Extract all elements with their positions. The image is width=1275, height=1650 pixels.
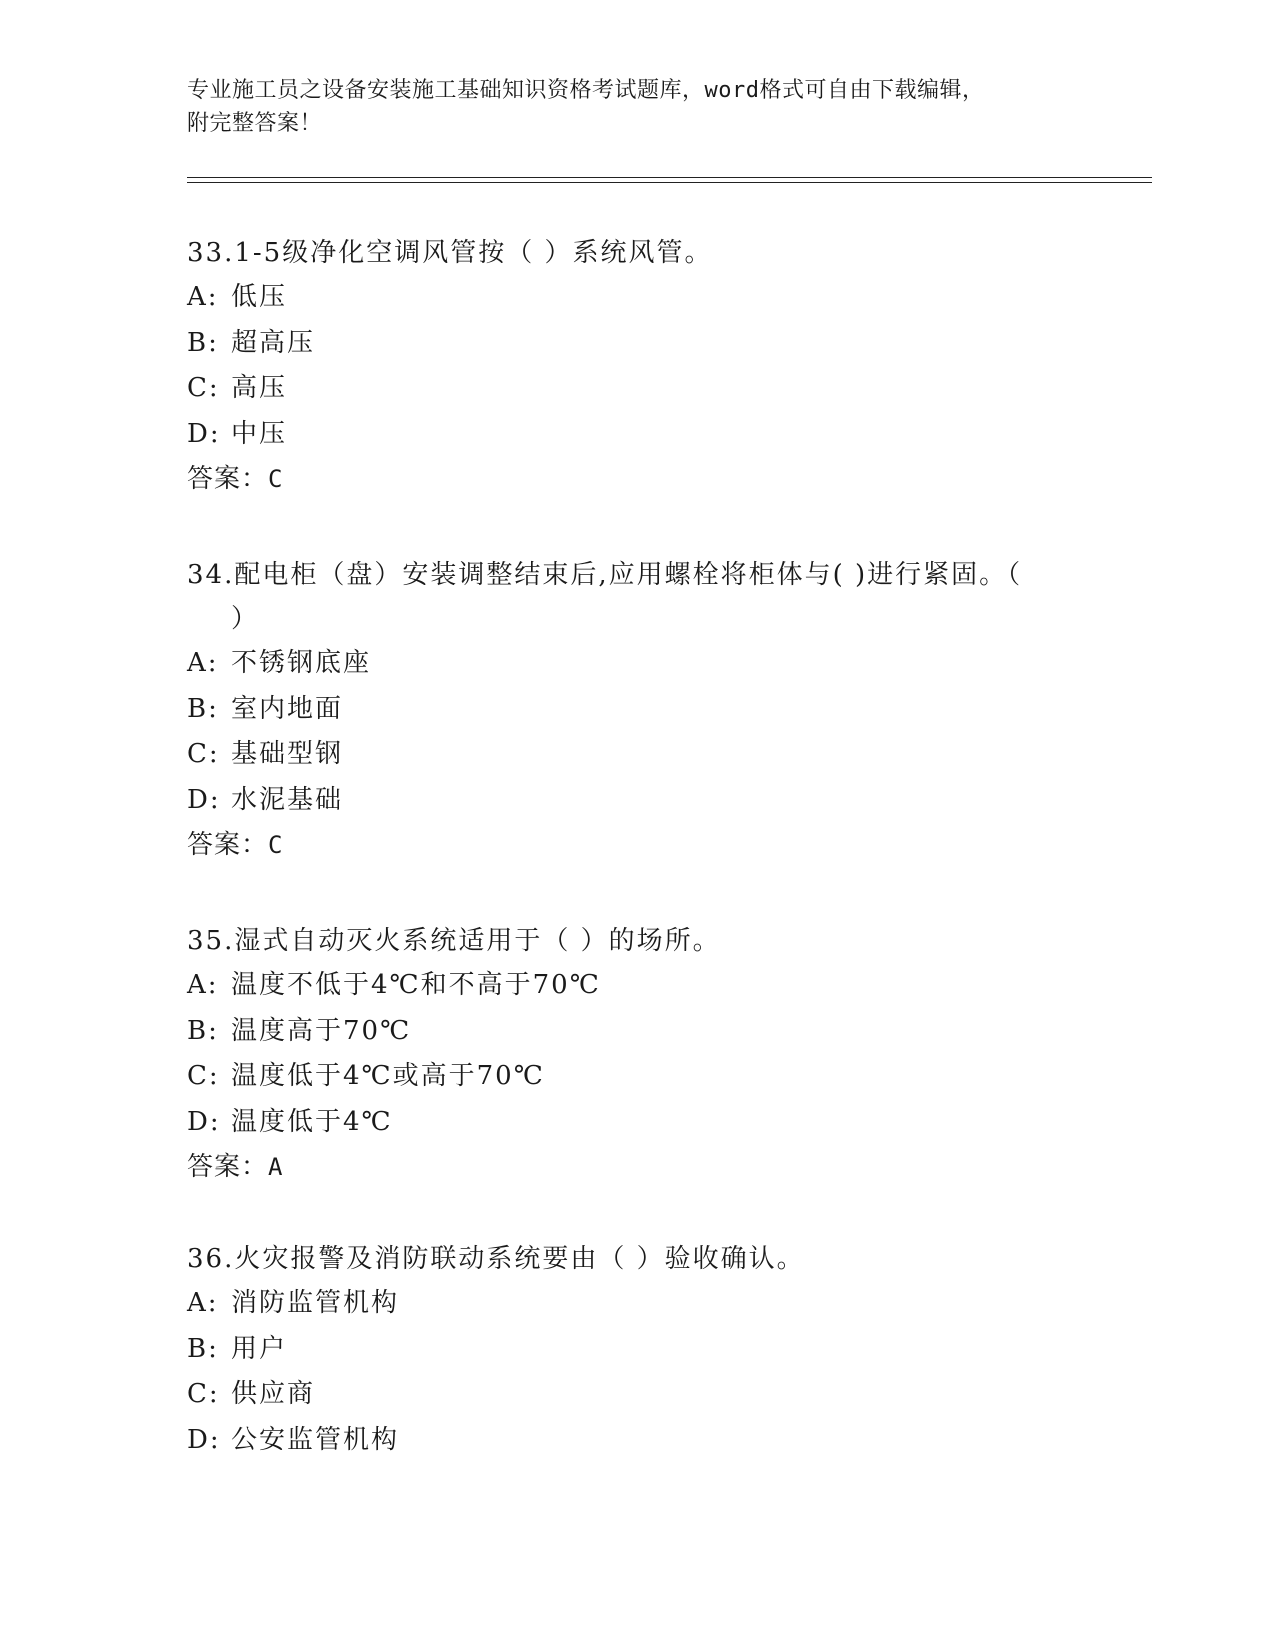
option-text: 低压 (231, 282, 288, 312)
option-d (187, 412, 1087, 458)
header-divider-bottom (187, 182, 1152, 183)
option-b (187, 687, 1087, 733)
option-d (187, 778, 1087, 824)
option-b (187, 1009, 1087, 1055)
answer-label: 答案： (187, 1152, 269, 1182)
answer-label: 答案： (187, 830, 269, 860)
question-stem (187, 1237, 1087, 1281)
option-a (187, 963, 1087, 1009)
option-key: B: (187, 1015, 219, 1046)
option-c (187, 732, 1087, 778)
answer-label: 答案： (187, 464, 269, 494)
option-text: 超高压 (231, 327, 316, 358)
option-text: 公安监管机构 (231, 1424, 400, 1455)
question-35 (187, 919, 1087, 1191)
option-c (187, 366, 1087, 412)
option-d (187, 1418, 1087, 1464)
question-stem-text: 35.湿式自动灭火系统适用于（ ）的场所。 (187, 926, 721, 956)
answer-line (187, 457, 1087, 503)
question-36 (187, 1237, 1087, 1463)
question-stem (187, 919, 1087, 963)
option-key: D: (187, 418, 221, 449)
answer-value: C (268, 465, 284, 493)
option-key: C: (187, 739, 220, 769)
option-key: B: (187, 693, 219, 724)
option-key: A: (187, 1288, 219, 1318)
header-line-2: 附完整答案！ (187, 111, 323, 136)
question-34 (187, 553, 1087, 869)
option-c (187, 1054, 1087, 1100)
option-a (187, 641, 1087, 687)
option-text: 基础型钢 (231, 739, 344, 769)
option-text: 温度低于4℃或高于70℃ (231, 1061, 545, 1091)
option-text: 供应商 (231, 1379, 316, 1409)
option-key: C: (187, 373, 220, 403)
option-key: D: (187, 1106, 221, 1137)
option-c (187, 1372, 1087, 1418)
question-stem (187, 553, 1087, 641)
option-text: 温度不低于4℃和不高于70℃ (231, 970, 601, 1000)
option-text: 水泥基础 (231, 784, 344, 815)
header-line-1: 专业施工员之设备安装施工基础知识资格考试题库，word格式可自由下载编辑， (187, 78, 985, 103)
option-key: A: (187, 282, 219, 312)
question-stem-text: 33.1-5级净化空调风管按（ ）系统风管。 (187, 238, 713, 268)
option-a (187, 1281, 1087, 1327)
question-stem (187, 231, 1087, 275)
option-key: C: (187, 1379, 220, 1409)
option-text: 高压 (231, 373, 288, 403)
option-b (187, 321, 1087, 367)
option-text: 室内地面 (231, 693, 344, 724)
option-d (187, 1100, 1087, 1146)
document-header (187, 74, 1087, 140)
option-key: B: (187, 327, 219, 358)
option-key: D: (187, 1424, 221, 1455)
option-key: D: (187, 784, 221, 815)
option-text: 温度低于4℃ (231, 1106, 393, 1137)
question-stem-text: 36.火灾报警及消防联动系统要由（ ）验收确认。 (187, 1244, 805, 1274)
header-divider-top (187, 177, 1152, 178)
option-key: C: (187, 1061, 220, 1091)
question-stem-text: 34.配电柜（盘）安装调整结束后,应用螺栓将柜体与( )进行紧固。（ (187, 560, 1023, 590)
option-key: A: (187, 648, 219, 678)
option-text: 不锈钢底座 (231, 648, 372, 678)
option-key: A: (187, 970, 219, 1000)
option-key: B: (187, 1333, 219, 1364)
answer-line (187, 1145, 1087, 1191)
answer-line (187, 823, 1087, 869)
option-b (187, 1327, 1087, 1373)
option-text: 中压 (231, 418, 288, 449)
option-text: 用户 (231, 1333, 288, 1364)
option-a (187, 275, 1087, 321)
question-stem-continuation: ） (231, 604, 260, 634)
answer-value: A (268, 1153, 284, 1181)
option-text: 消防监管机构 (231, 1288, 400, 1318)
answer-value: C (268, 831, 284, 859)
question-33 (187, 231, 1087, 503)
option-text: 温度高于70℃ (231, 1015, 412, 1046)
